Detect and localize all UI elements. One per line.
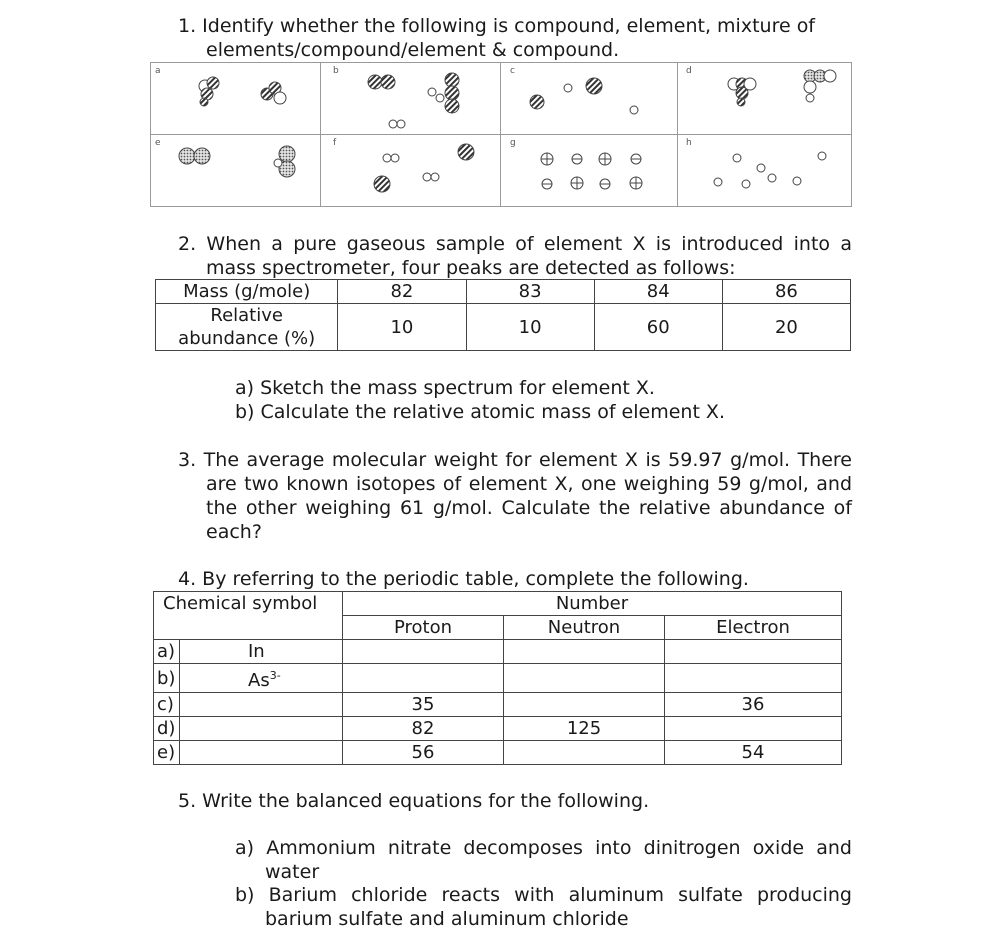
row-label: c) (154, 693, 180, 717)
q5-line1: 5. Write the balanced equations for the following. (178, 790, 650, 812)
q2-line2: mass spectrometer, four peaks are detected as follows: (206, 257, 736, 279)
table-row (154, 640, 842, 664)
row-label: b) (154, 664, 180, 693)
q2-line1: 2. When a pure gaseous sample of element X is introduced into a (178, 233, 852, 255)
neutron-cell (504, 664, 665, 693)
panel-label-b: b (333, 66, 339, 76)
panel-label-g: g (510, 138, 516, 148)
mass-value: 83 (466, 280, 594, 304)
table-row (154, 717, 842, 741)
panel-e-particles (179, 146, 295, 177)
q1-line2: elements/compound/element & compound. (206, 39, 620, 61)
charge-superscript: 3- (269, 669, 281, 682)
neutron-cell (504, 693, 665, 717)
electron-cell: 36 (665, 693, 842, 717)
abundance-label-line2: abundance (%) (178, 328, 316, 349)
proton-cell: 56 (343, 741, 504, 765)
electron-cell: 54 (665, 741, 842, 765)
symbol: In (248, 641, 265, 662)
abundance-value: 10 (338, 304, 466, 351)
q5-part-a-line2: water (265, 861, 320, 883)
proton-cell: 82 (343, 717, 504, 741)
panel-label-c: c (510, 66, 515, 76)
neutron-cell (504, 640, 665, 664)
q3-line3: the other weighing 61 g/mol. Calculate the relative abundance of (206, 497, 852, 519)
panel-g-ions (541, 153, 642, 189)
table-row (154, 664, 842, 693)
electron-cell (665, 640, 842, 664)
mass-spectrometer-table (155, 279, 851, 351)
symbol-cell (180, 741, 343, 765)
q1-line1: 1. Identify whether the following is compound, element, mixture of (178, 15, 816, 37)
panel-b-particles (368, 73, 459, 128)
col-neutron: Neutron (504, 616, 665, 640)
q5-part-a-line1: a) Ammonium nitrate decomposes into dinitrogen oxide and (235, 837, 852, 859)
table-row (154, 693, 842, 717)
symbol-cell (180, 717, 343, 741)
particle-drawings (150, 62, 852, 207)
periodic-table-exercise (153, 591, 842, 765)
row-label: e) (154, 741, 180, 765)
proton-cell: 35 (343, 693, 504, 717)
col-chemical-symbol: Chemical symbol (154, 592, 343, 640)
panel-h-particles (714, 152, 826, 188)
panel-label-d: d (686, 66, 692, 76)
particle-diagram-grid (150, 62, 852, 207)
col-electron: Electron (665, 616, 842, 640)
abundance-value: 20 (722, 304, 850, 351)
neutron-cell: 125 (504, 717, 665, 741)
row-label: a) (154, 640, 180, 664)
symbol-cell (180, 640, 343, 664)
neutron-cell (504, 741, 665, 765)
mass-row-header: Mass (g/mole) (156, 280, 338, 304)
symbol: As (248, 670, 270, 691)
panel-c-particles (530, 78, 638, 114)
panel-label-e: e (155, 138, 161, 148)
panel-a-particles (199, 77, 286, 106)
q5-part-b-line2: barium sulfate and aluminum chloride (265, 908, 629, 930)
proton-cell (343, 664, 504, 693)
q3-line4: each? (206, 521, 262, 543)
symbol-cell (180, 664, 343, 693)
electron-cell (665, 664, 842, 693)
q3-line1: 3. The average molecular weight for element X is 59.97 g/mol. There (178, 449, 852, 471)
panel-label-f: f (333, 138, 337, 148)
q2-part-b: b) Calculate the relative atomic mass of element X. (235, 401, 725, 423)
symbol-cell (180, 693, 343, 717)
q5-part-b-line1: b) Barium chloride reacts with aluminum sulfate producing (235, 884, 852, 906)
mass-value: 86 (722, 280, 850, 304)
abundance-value: 60 (594, 304, 722, 351)
electron-cell (665, 717, 842, 741)
mass-value: 84 (594, 280, 722, 304)
panel-label-a: a (155, 66, 161, 76)
q4-line1: 4. By referring to the periodic table, complete the following. (178, 568, 749, 590)
row-label: d) (154, 717, 180, 741)
q2-part-a: a) Sketch the mass spectrum for element X. (235, 377, 655, 399)
q3-line2: are two known isotopes of element X, one weighing 59 g/mol, and (206, 473, 852, 495)
panel-label-h: h (686, 138, 692, 148)
proton-cell (343, 640, 504, 664)
panel-f-particles (374, 144, 474, 192)
col-number: Number (343, 592, 842, 616)
abundance-row-header (156, 304, 338, 351)
abundance-label-line1: Relative (210, 305, 283, 326)
mass-value: 82 (338, 280, 466, 304)
abundance-value: 10 (466, 304, 594, 351)
col-proton: Proton (343, 616, 504, 640)
table-row (154, 741, 842, 765)
panel-d-particles (728, 70, 836, 106)
